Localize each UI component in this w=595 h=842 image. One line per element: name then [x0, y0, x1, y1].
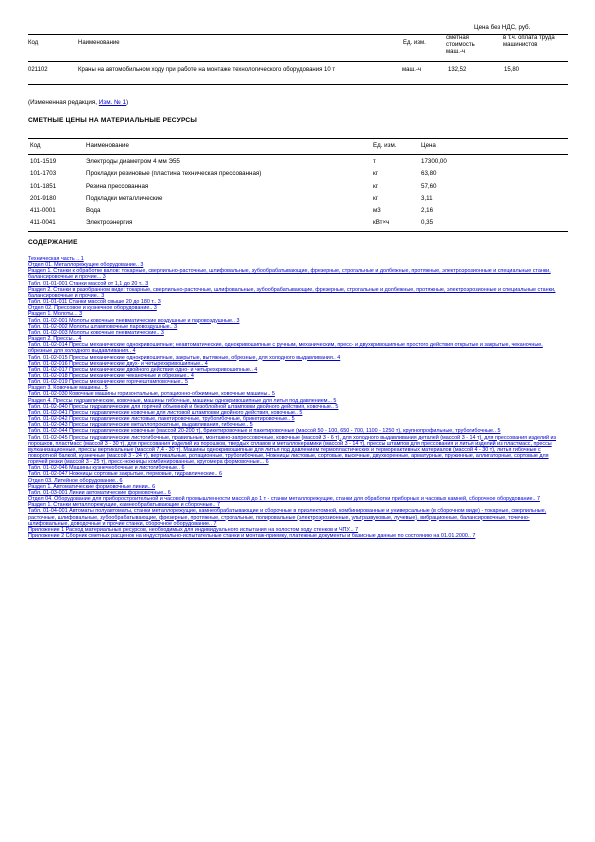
contents-link[interactable]: Раздел 3. Ковочные машины.. 5 [28, 385, 108, 392]
table-row [28, 170, 568, 182]
materials-rows [28, 158, 568, 231]
contents-link[interactable]: Табл. 01-02-042 Прессы гидравлические листовые, пакетировочные, трубогибочные, брикетировочные.. 5 [28, 416, 295, 423]
contents-title: СОДЕРЖАНИЕ [28, 239, 78, 246]
contents-link[interactable]: Раздел 4. Прессы гидравлические, ковочные, машины гибочные, машины однокривошипные для литья под давлением... 5 [28, 397, 337, 404]
contents-link[interactable]: Табл. 01-02-014 Прессы механические однокривошипные; неавтоматические, однокривошипные с ручным, механическим, пресс- и двухкривошипные простого действия открытые и закрытые, чеканочные, обрезные для холодного выдавливания.. 4 [28, 342, 543, 355]
cell-unit: кВт×ч [373, 219, 390, 227]
col-name-header: Наименование [86, 142, 129, 149]
col-name-header: Наименование [78, 40, 120, 46]
cell-unit: кг [373, 182, 378, 190]
cell-price: 3,11 [421, 194, 433, 202]
contents-link[interactable]: Раздел 1. Молоты... 3 [28, 311, 83, 318]
contents-link[interactable]: Табл. 01-02-047 Ножницы сортовые закрытые, пермовые, гидравлические.. 6 [28, 471, 223, 478]
contents-link[interactable]: Табл. 01-02-003 Молоты ковочные пневматические.. 3 [28, 329, 164, 336]
row-cost: 132,52 [448, 67, 467, 73]
revision-text: (Измененная редакция, [28, 99, 98, 106]
cell-code: 411-0001 [30, 206, 56, 214]
contents-link[interactable]: Табл. 01-02-015 Прессы механические однокривошипные, закрытые, вытяжные, обрезные, для холодного выдавливания.. 4 [28, 354, 341, 361]
table-rule [28, 154, 568, 155]
row-name: Краны на автомобильном ходу при работе на монтаже технологического оборудования 10 т [78, 67, 336, 73]
cell-price: 63,80 [421, 170, 437, 178]
contents-link[interactable]: Табл. 01-02-044 Прессы гидравлические ковочные (массой 20-200 т), брикетировочные и пакетировочные (массой 50 - 100, 650 - 700, 1100 - 1250 т), крупнопрофильные, трубогибочные.. 5 [28, 428, 501, 435]
materials-title: СМЕТНЫЕ ЦЕНЫ НА МАТЕРИАЛЬНЫЕ РЕСУРСЫ [28, 117, 198, 124]
cell-price: 0,35 [421, 219, 434, 227]
contents-link[interactable]: Раздел 1. Станки к обработке валов: токарные, сверлильно-расточные, шлифовальные, зубообрабатывающие, фрезерные, строгальные и долбежные, протяжные, электроэрозионные и специальные станки, балансировочные и прочие... 3 [28, 268, 551, 281]
contents-link[interactable]: Табл. 01-04-001 Автоматы полуавтоматы, станки металлорежущие, камнеобрабатывающие и сборочные в приэлектомной, комбинированные и универсальные (в сборочном виде) - токарные, сверлильные, расточные, шлифовальные, зубообрабатывающие, фрезерные, протяжные, строгальные, полировальные (электроэрозионные, ультразвуковые, лучевые), вибрационные, балансировочные, точечно-шлифовальные, доводочные и прочие станки, сборочное оборудование.. 7 [28, 508, 547, 527]
contents-link[interactable]: Отдел 02. Прессовое и кузнечное оборудование.. 3 [28, 305, 157, 312]
row-code: 021102 [28, 67, 48, 73]
cell-name: Резина прессованная [86, 182, 149, 190]
contents-link[interactable]: Табл. 01-02-045 Прессы гидравлические листогибочные, правильные, монтажно-запрессовочные, ковочные (массой 3 - 6 т), для холодного выдавливания деталей (массой 3 - 14 т), для прессования изделий из порошков, пластмасс (массой 3 - 30 т), для прессования изделий из порошков, твердых сплавов и металлокерамики (массой 3 - 14 т), прессы штампов для прессования и литья изделий из пластмасс, прессы вулканизационные, прессы вертикальные (массой 7,4 - 30 т). Машины однокривошипные для литья под давлением термопластических и термореактивных материалов (массой 4 - 30 т), литья гибочные с поворотной балкой, кузнечные (массой 3 - 24 т), вертикальные, ротационные, трубогибочные, Ножницы листовые, сортовые, высечные, двухкоренные, арматурные, пружинные, аллигаторные, сортовые для горячей резки (массой 3 - 25 т), пресс-ножницы комбинированные, кругомера формовочные... 6 [28, 434, 556, 466]
col-code-header: Код [28, 40, 39, 46]
table-rule [28, 84, 568, 85]
table-rule [28, 61, 568, 62]
contents-link[interactable]: Табл. 01-02-040 Прессы гидравлические для горячей объемной и безоблойной штамповки двойного действия, ковочные.. 5 [28, 403, 339, 410]
revision-end: ) [126, 99, 129, 106]
table-row [28, 219, 568, 231]
contents-link[interactable]: Табл. 01-02-046 Машины кузнечнобочные и листогибочные.. 6 [28, 465, 185, 472]
contents-link[interactable]: Табл. 01-02-001 Молоты ковочные пневматические воздушные и паровоздушные.. 3 [28, 317, 240, 324]
contents-link[interactable]: Табл. 01-02-017 Прессы механические двойного действия одно- и четырехкривошипные.. 4 [28, 366, 258, 373]
contents-link[interactable]: Табл. 01-02-019 Прессы механические горячештамповочные.. 5 [28, 379, 189, 386]
contents-link[interactable]: Табл. 01-03-001 Линии автоматические формовочные.. 6 [28, 489, 171, 496]
contents-link[interactable]: Табл. 01-02-030 Ковочные машины горизонтальные, ротационно-обжимные, ковочные машины.. 5 [28, 391, 275, 398]
table-rule [28, 138, 568, 139]
table-row [28, 183, 568, 195]
cell-code: 201-9180 [30, 194, 57, 202]
col-cost-header: сметная стоимость маш.-ч [446, 35, 475, 55]
contents-link[interactable]: Раздел 2. Прессы... 4 [28, 336, 82, 343]
contents-link[interactable]: Табл. 01-02-041 Прессы гидравлические ковочные для листовой штамповки двойного действия, ковочные.. 5 [28, 409, 303, 416]
revision-note [28, 99, 128, 106]
materials-header-row [28, 142, 568, 154]
contents-link[interactable]: Техническая часть .. 1 [28, 256, 84, 262]
col-price-header: Цена [421, 142, 436, 149]
cell-name: Электроэнергия [86, 219, 133, 227]
col-code-header: Код [30, 142, 41, 149]
cell-code: 411-0041 [30, 219, 56, 227]
contents-link[interactable]: Отдел 03. Литейное оборудование.. 6 [28, 477, 123, 484]
contents-link[interactable]: Табл. 01-02-018 Прессы механические чеканочные и обрезные.. 4 [28, 372, 194, 379]
cell-code: 101-1851 [30, 182, 57, 190]
contents-link[interactable]: Табл. 01-01-001 Станки массой от 1,1 до 20 т.. 3 [28, 280, 149, 287]
table-row [28, 195, 568, 207]
contents-link[interactable]: Раздел 1. Станки металлорежущие, камнеобрабатывающие и сборочные.. 7 [28, 502, 220, 509]
col-unit-header: Ед. изм. [403, 40, 426, 46]
cell-unit: кг [373, 170, 378, 178]
materials-table [28, 138, 568, 232]
revision-link[interactable]: Изм. № 1 [98, 99, 127, 106]
row-labor: 15,80 [504, 67, 520, 73]
cell-price: 57,60 [421, 182, 437, 190]
cell-unit: т [373, 158, 376, 166]
cell-unit: м3 [373, 206, 381, 214]
cell-unit: кг [373, 194, 378, 202]
contents-link[interactable]: Приложение 1 Расход материальных ресурсов, необходимых для индивидуального испытания на холостом ходу стенков и ЧПУ... 7 [28, 526, 359, 533]
contents-link[interactable]: Раздел 2. Станки в разобранном виде: токарные, сверлильно-расточные, шлифовальные, зубообрабатывающие, фрезерные, строгальные и долбежные, протяжные, электроэрозионные и специальные станки, балансировочные и прочие.. 3 [28, 286, 556, 299]
col-unit-header: Ед. изм. [373, 142, 397, 149]
col-labor-header: в т.ч. оплата труда машинистов [503, 35, 555, 48]
contents-link[interactable]: Приложение 2 Сборник сметных расценок на индустриально-испытательные станки и монтаж-приемку, платежные документы и базисные данные по состоянию на 01.01.2000.. 7 [28, 533, 476, 540]
contents-link[interactable]: Раздел 1. Автоматические формовочные линии.. 6 [28, 483, 156, 490]
contents-link[interactable]: Табл. 01-02-002 Молоты штамповочные паровоздушные.. 3 [28, 323, 178, 330]
table-row [28, 158, 568, 170]
cell-name: Вода [86, 206, 101, 214]
contents-link[interactable]: Отдел 01. Металлорежущее оборудование.. 3 [28, 262, 144, 269]
cell-name: Прокладки резиновые (пластина техническая прессованная) [86, 170, 262, 178]
cell-price: 2,16 [421, 206, 434, 214]
contents-link[interactable]: Табл. 01-01-011 Станки массой свыше 20 до 180 т.. 3 [28, 299, 161, 306]
contents-link[interactable]: Табл. 01-02-043 Прессы гидравлические металлопрокатные, выдавливания, гибочные.. 5 [28, 422, 253, 429]
row-unit: маш.-ч [402, 67, 422, 73]
contents-link[interactable]: Табл. 01-02-016 Прессы механические двух- и четырехкривошипные.. 4 [28, 360, 208, 367]
cell-name: Подкладки металлические [86, 194, 163, 202]
price-header: Цена без НДС, руб. [474, 24, 531, 31]
cell-code: 101-1703 [30, 170, 57, 178]
contents-list [28, 256, 566, 539]
contents-link[interactable]: Отдел 04. Оборудование для приборостроительной и часовой промышленности массой до 1 т - станки металлорежущие, станки для обработки приборных и часовых камней, сборочное оборудование.. 7 [28, 496, 540, 503]
table-rule [28, 231, 568, 232]
cell-code: 101-1519 [30, 158, 57, 166]
table-row [28, 207, 568, 219]
cell-price: 17300,00 [421, 158, 447, 166]
cell-name: Электроды диаметром 4 мм Э55 [86, 158, 180, 166]
